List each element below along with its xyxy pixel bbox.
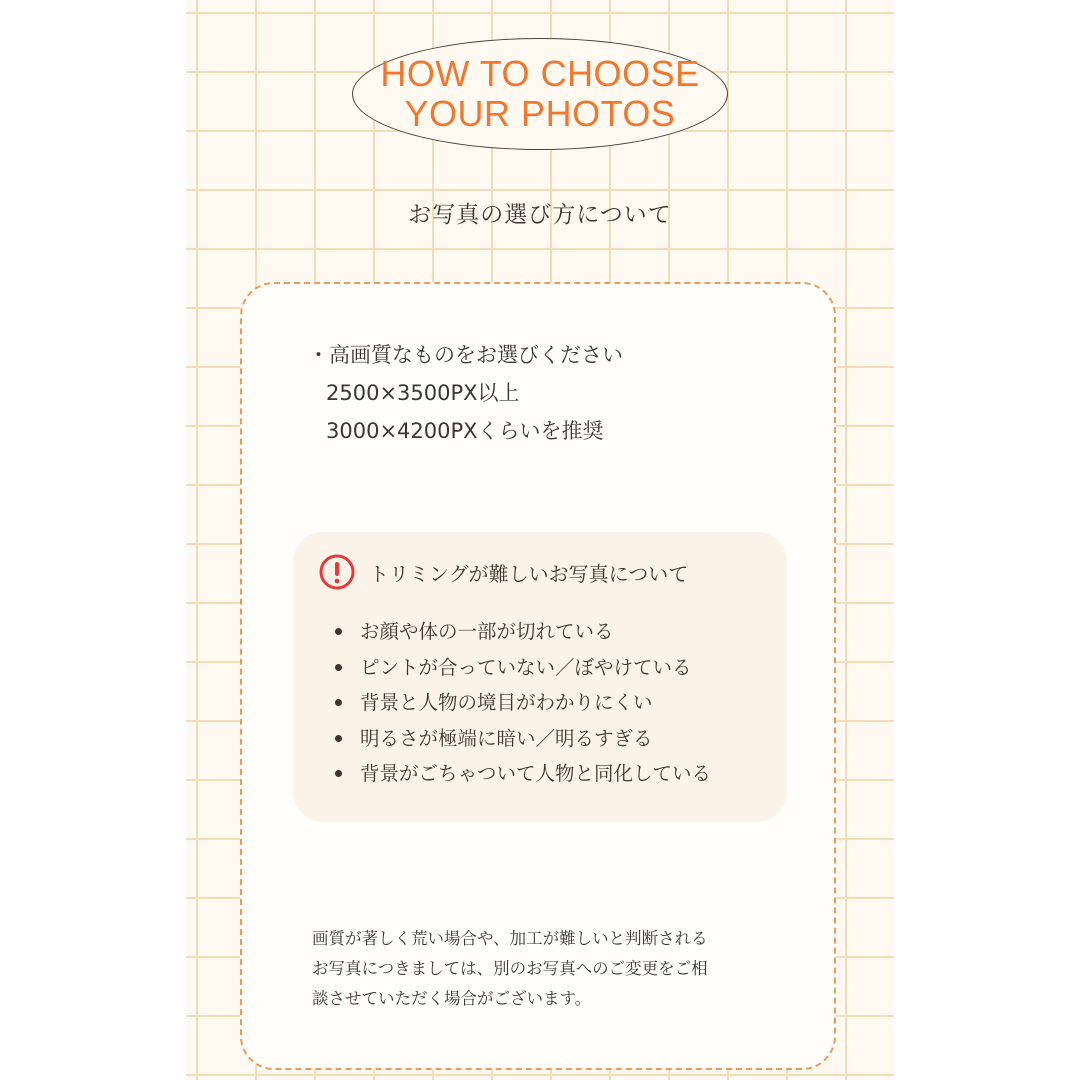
list-item-text: 明るさが極端に暗い／明るすぎる xyxy=(360,726,653,750)
list-item xyxy=(335,721,711,757)
list-item-text: お顔や体の一部が切れている xyxy=(360,620,614,643)
list-item xyxy=(335,685,711,721)
page-subtitle: お写真の選び方について xyxy=(408,202,672,228)
info-card xyxy=(240,282,836,1070)
bullet-icon xyxy=(335,735,342,742)
page-title-line-2: YOUR PHOTOS xyxy=(404,93,676,134)
list-item-text: 背景がごちゃついて人物と同化している xyxy=(360,762,712,785)
title-badge xyxy=(352,38,728,150)
warning-box xyxy=(293,532,787,822)
footnote-line: 画質が著しく荒い場合や、加工が難しいと判断される xyxy=(312,929,708,948)
requirements-heading: ・高画質なものをお選びください xyxy=(308,343,623,367)
bullet-icon xyxy=(335,628,342,635)
warning-header xyxy=(319,554,688,590)
bullet-icon xyxy=(335,664,342,671)
bullet-icon xyxy=(335,699,342,706)
footnote-line: お写真につきましては、別のお写真へのご変更をご相 xyxy=(312,959,708,978)
poster xyxy=(186,0,894,1080)
footnote xyxy=(312,924,782,1014)
list-item xyxy=(335,614,711,650)
bullet-icon xyxy=(335,770,342,777)
exclamation-circle-icon xyxy=(319,554,355,590)
requirement-line: 2500×3500PX以上 xyxy=(326,381,520,405)
list-item-text: 背景と人物の境目がわかりにくい xyxy=(360,691,653,714)
page-title-line-1: HOW TO CHOOSE xyxy=(380,53,700,94)
list-item-text: ピントが合っていない／ぼやけている xyxy=(360,655,692,679)
list-item xyxy=(335,756,711,792)
requirements-section xyxy=(308,336,623,450)
warning-title: トリミングが難しいお写真について xyxy=(369,561,689,586)
footnote-line: 談させていただく場合がございます。 xyxy=(312,989,592,1008)
list-item xyxy=(335,650,711,686)
requirement-line: 3000×4200PXくらいを推奨 xyxy=(326,419,604,443)
warning-list xyxy=(335,614,711,792)
